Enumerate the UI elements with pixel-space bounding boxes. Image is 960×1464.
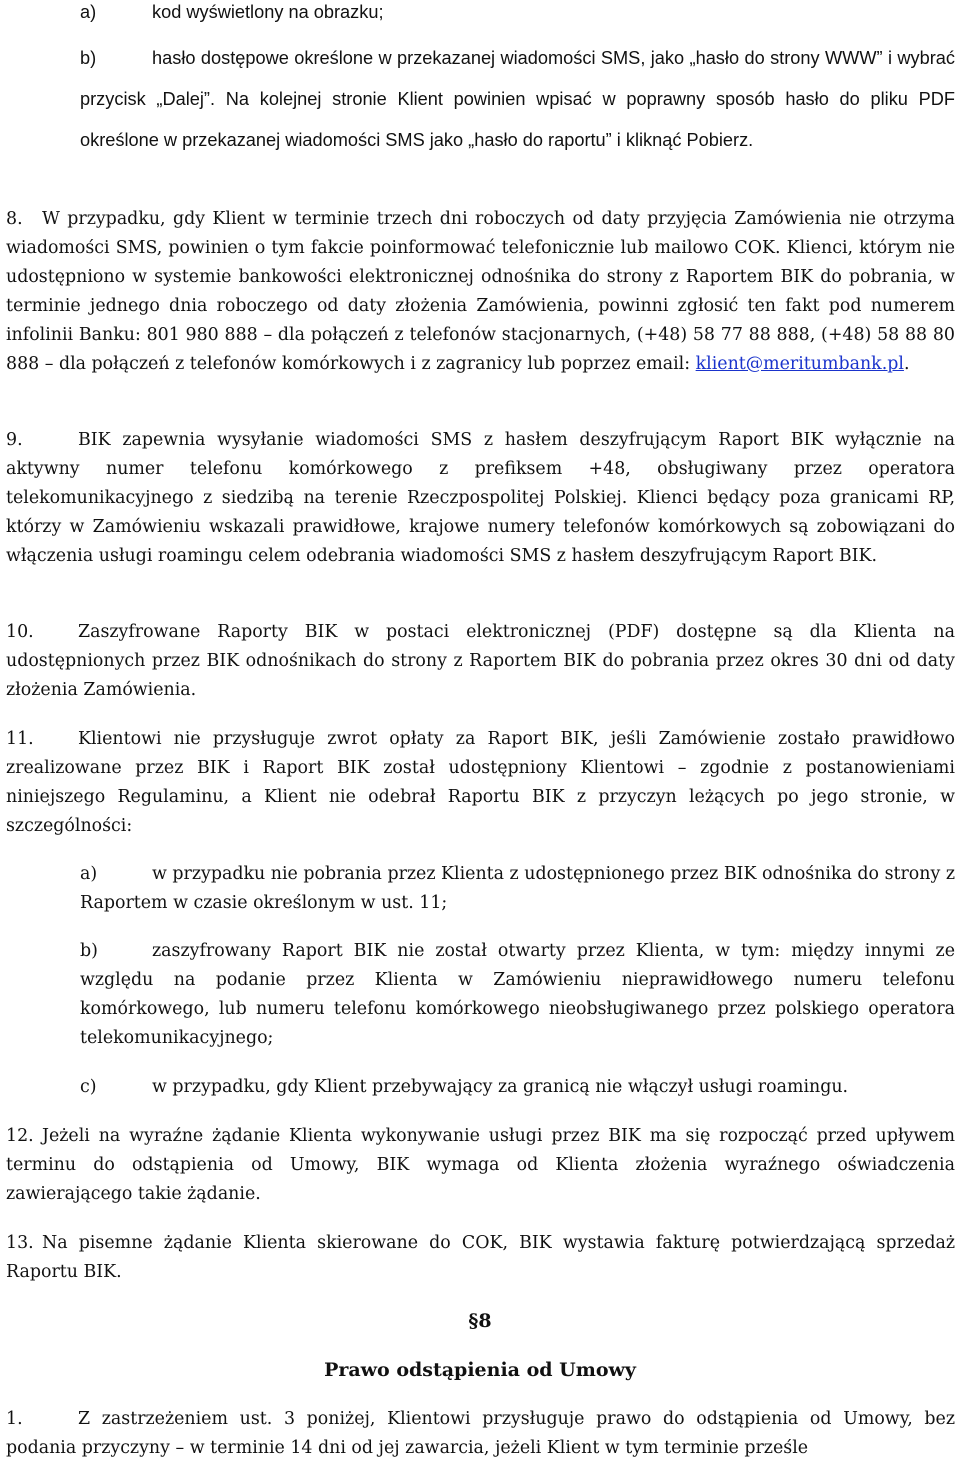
list-item-text: kod wyświetlony na obrazku; xyxy=(152,2,384,22)
paragraph-11 xyxy=(6,725,955,841)
list-item-label: c) xyxy=(80,1077,97,1097)
paragraph-text: Z zastrzeżeniem ust. 3 poniżej, Klientowi przysługuje prawo do odstąpienia od Umowy, bez podania przyczyny – w terminie 14 dni od jej zawarcia, jeżeli Klient w tym terminie prześle xyxy=(6,1409,955,1458)
paragraph-text: Zaszyfrowane Raporty BIK w postaci elektronicznej (PDF) dostępne są dla Klienta na udostępnionych przez BIK odnośnikach do strony z Raportem BIK do pobrania przez okres 30 dni od daty złożenia Zamówienia. xyxy=(6,622,955,700)
paragraph-11-item-a xyxy=(80,860,955,918)
list-item-text: w przypadku, gdy Klient przebywający za granicą nie włączył usługi roamingu. xyxy=(152,1077,849,1097)
list-item-label: a) xyxy=(80,2,97,22)
email-link[interactable]: klient@meritumbank.pl xyxy=(695,354,904,374)
paragraph-number: 12. xyxy=(6,1126,34,1146)
paragraph-text: BIK zapewnia wysyłanie wiadomości SMS z hasłem deszyfrującym Raport BIK wyłącznie na aktywny numer telefonu komórkowego z prefiksem +48, obsługiwany przez operatora telekomunikacyjnego z siedzibą na terenie Rzeczpospolitej Polskiej. Klienci będący poza granicami RP, którzy w Zamówieniu wskazali prawidłowe, krajowe numery telefonów komórkowych są zobowiązani do włączenia usługi roamingu celem odebrania wiadomości SMS z hasłem deszyfrującym Raport BIK. xyxy=(6,430,955,566)
list-item-text: hasło dostępowe określone w przekazanej wiadomości SMS, jako „hasło do strony WWW” i wybrać przycisk „Dalej”. Na kolejnej stronie Klient powinien wpisać w poprawny sposób hasło do pliku PDF określone w przekazanej wiadomości SMS jako „hasło do raportu” i kliknąć Pobierz. xyxy=(80,48,955,150)
paragraph-11-item-b xyxy=(80,937,955,1053)
paragraph-12 xyxy=(6,1122,955,1209)
paragraph-11-item-c xyxy=(80,1073,955,1102)
list-item-text: w przypadku nie pobrania przez Klienta z udostępnionego przez BIK odnośnika do strony z Raportem w czasie określonym w ust. 11; xyxy=(80,864,955,913)
paragraph-text: Na pisemne żądanie Klienta skierowane do COK, BIK wystawia fakturę potwierdzającą sprzedaż Raportu BIK. xyxy=(6,1233,955,1282)
list-item-label: b) xyxy=(80,941,98,961)
paragraph-number: 1. xyxy=(6,1409,23,1429)
paragraph-text: W przypadku, gdy Klient w terminie trzech dni roboczych od daty przyjęcia Zamówienia nie otrzyma wiadomości SMS, powinien o tym fakcie poinformować telefonicznie lub mailowo COK. Klienci, którym nie udostępniono w systemie bankowości elektronicznej odnośnika do strony z Raportem BIK do pobrania, w terminie jednego dnia roboczego od daty złożenia Zamówienia, powinni zgłosić ten fakt pod numerem infolinii Banku: 801 980 888 – dla połączeń z telefonów stacjonarnych, (+48) 58 77 88 888, (+48) 58 88 80 888 – dla połączeń z telefonów komórkowych i z zagranicy lub poprzez email: xyxy=(6,209,955,374)
paragraph-end: . xyxy=(903,354,910,374)
list-item-label: b) xyxy=(80,48,97,68)
paragraph-10 xyxy=(6,618,955,705)
list-item-b xyxy=(80,38,955,161)
list-item-text: zaszyfrowany Raport BIK nie został otwarty przez Klienta, w tym: między innymi ze względu na podanie przez Klienta w Zamówieniu nieprawidłowego numeru telefonu komórkowego, lub numeru telefonu komórkowego nieobsługiwanego przez polskiego operatora telekomunikacyjnego; xyxy=(80,941,955,1048)
paragraph-number: 10. xyxy=(6,622,34,642)
list-item-label: a) xyxy=(80,864,98,884)
list-item-a xyxy=(80,0,955,33)
paragraph-number: 13. xyxy=(6,1233,34,1253)
paragraph-9 xyxy=(6,426,955,571)
paragraph-number: 11. xyxy=(6,729,34,749)
paragraph-8 xyxy=(6,205,955,379)
section-number: §8 xyxy=(468,1310,492,1332)
section-8-paragraph-1 xyxy=(6,1405,955,1463)
paragraph-text: Klientowi nie przysługuje zwrot opłaty za Raport BIK, jeśli Zamówienie zostało prawidłowo zrealizowane przez BIK i Raport BIK został udostępniony Klientowi – zgodnie z postanowieniami niniejszego Regulaminu, a Klient nie odebrał Raportu BIK z przyczyn leżących po jego stronie, w szczególności: xyxy=(6,729,955,836)
paragraph-13 xyxy=(6,1229,955,1287)
paragraph-text: Jeżeli na wyraźne żądanie Klienta wykonywanie usługi przez BIK ma się rozpocząć przed upływem terminu do odstąpienia od Umowy, BIK wymaga od Klienta złożenia wyraźnego oświadczenia zawierającego takie żądanie. xyxy=(6,1126,955,1204)
section-title: Prawo odstąpienia od Umowy xyxy=(324,1359,636,1381)
paragraph-number: 9. xyxy=(6,430,23,450)
paragraph-number: 8. xyxy=(6,209,23,229)
